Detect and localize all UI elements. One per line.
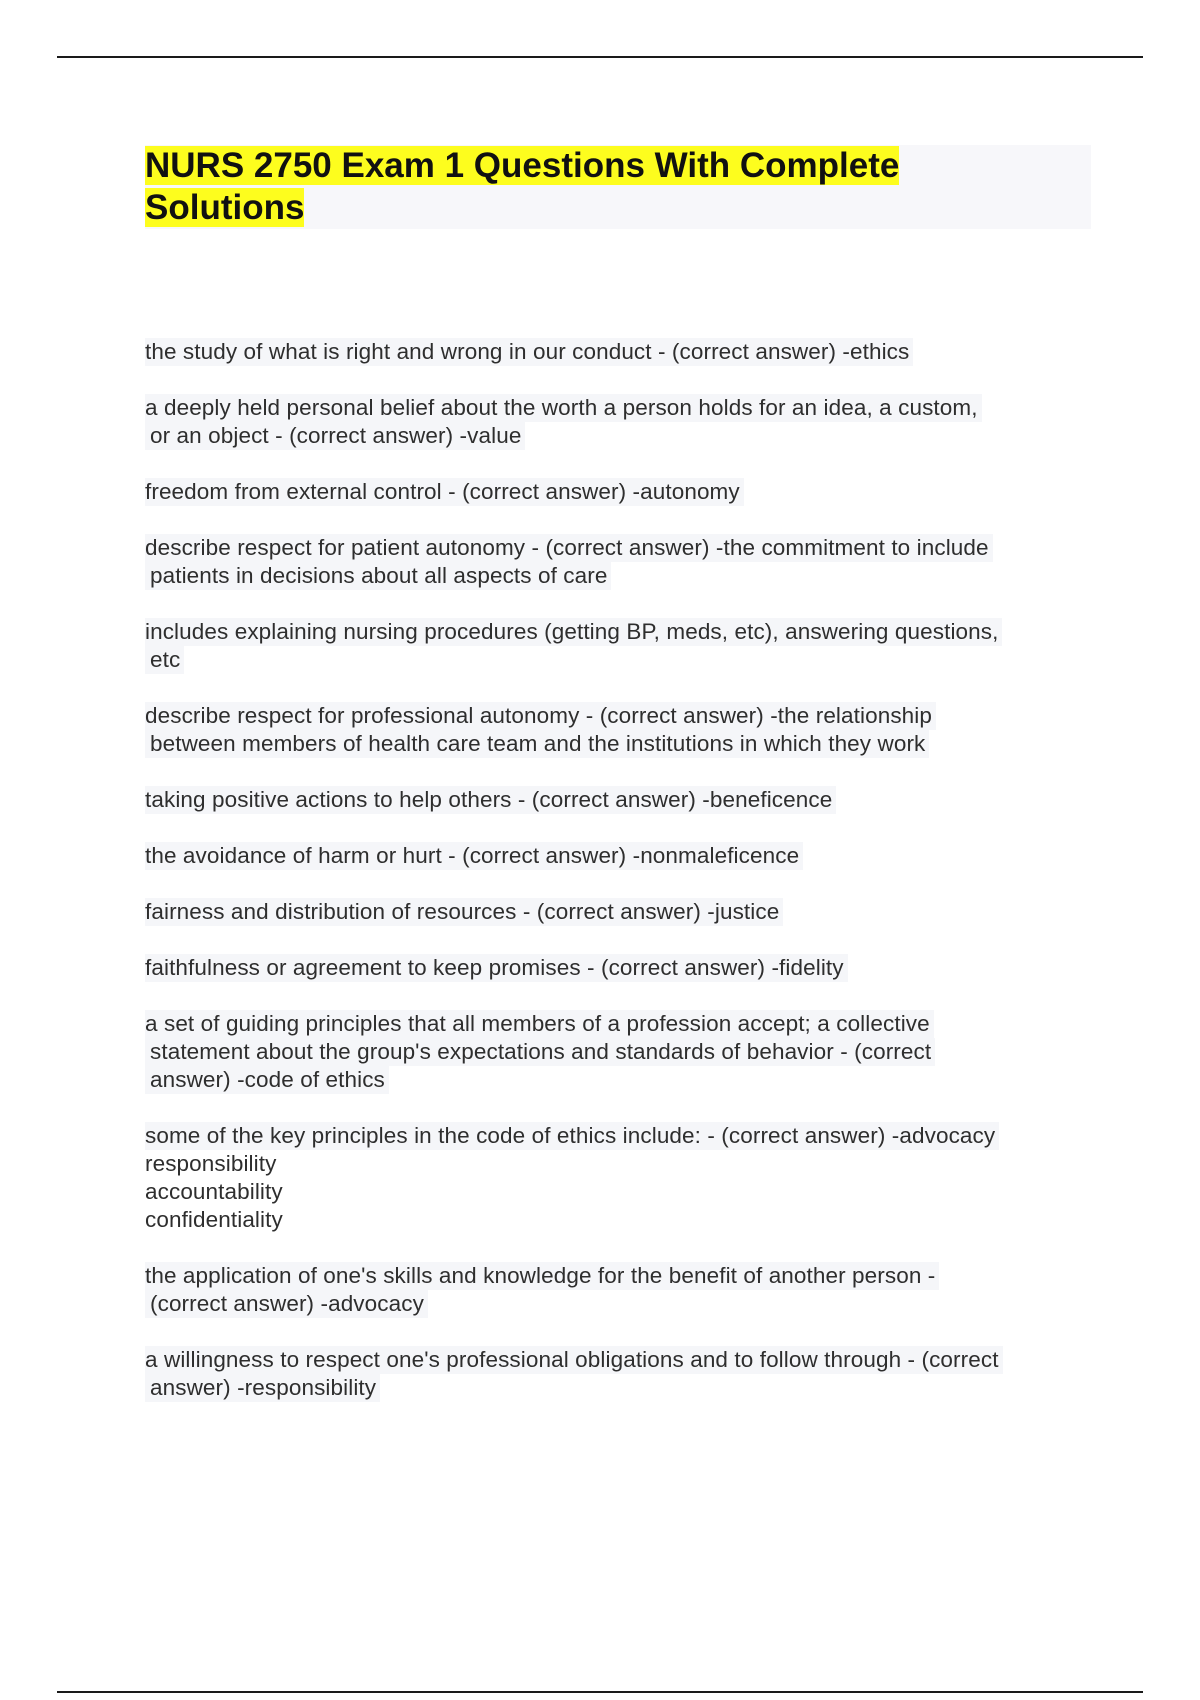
qa-text-line: between members of health care team and the institutions in which they work <box>145 730 929 758</box>
qa-text-line: (correct answer) -advocacy <box>145 1290 428 1318</box>
qa-text-line: a willingness to respect one's professional obligations and to follow through - (correct <box>145 1346 1003 1374</box>
qa-entry <box>145 842 1090 870</box>
qa-text-line: taking positive actions to help others - (correct answer) -beneficence <box>145 786 836 814</box>
qa-text-line: a deeply held personal belief about the worth a person holds for an idea, a custom, <box>145 394 982 422</box>
title-line-1: NURS 2750 Exam 1 Questions With Complete <box>145 146 900 185</box>
footer-rule <box>57 1691 1143 1693</box>
question-answer-list <box>145 338 1090 1430</box>
qa-entry <box>145 702 1090 758</box>
title-line-2: Solutions <box>145 188 305 227</box>
qa-text-line: the application of one's skills and knowledge for the benefit of another person - <box>145 1262 939 1290</box>
qa-text-line: the study of what is right and wrong in our conduct - (correct answer) -ethics <box>145 338 913 366</box>
document-title <box>145 145 965 229</box>
header-rule <box>57 56 1143 58</box>
qa-entry <box>145 954 1090 982</box>
qa-entry <box>145 338 1090 366</box>
qa-text-line: answer) -responsibility <box>145 1374 380 1402</box>
qa-text-line: fairness and distribution of resources - (correct answer) -justice <box>145 898 783 926</box>
qa-text-line: statement about the group's expectations and standards of behavior - (correct <box>145 1038 935 1066</box>
qa-text-line: freedom from external control - (correct answer) -autonomy <box>145 478 744 506</box>
qa-entry <box>145 1346 1090 1402</box>
qa-entry <box>145 786 1090 814</box>
qa-entry <box>145 534 1090 590</box>
qa-text-line: faithfulness or agreement to keep promises - (correct answer) -fidelity <box>145 954 848 982</box>
qa-text-line: describe respect for patient autonomy - (correct answer) -the commitment to include <box>145 534 993 562</box>
qa-text-line: includes explaining nursing procedures (getting BP, meds, etc), answering questions, <box>145 618 1002 646</box>
qa-text-line: describe respect for professional autonomy - (correct answer) -the relationship <box>145 702 936 730</box>
qa-text-line: some of the key principles in the code of ethics include: - (correct answer) -advocacy <box>145 1122 999 1150</box>
qa-entry <box>145 1122 1090 1234</box>
qa-list-line: confidentiality <box>145 1207 283 1232</box>
qa-entry <box>145 1010 1090 1094</box>
qa-entry <box>145 1262 1090 1318</box>
qa-entry <box>145 898 1090 926</box>
qa-entry <box>145 394 1090 450</box>
qa-text-line: or an object - (correct answer) -value <box>145 422 525 450</box>
qa-entry <box>145 618 1090 674</box>
qa-text-line: etc <box>145 646 184 674</box>
qa-text-line: answer) -code of ethics <box>145 1066 389 1094</box>
qa-list-line: accountability <box>145 1179 283 1204</box>
qa-text-line: a set of guiding principles that all members of a profession accept; a collective <box>145 1010 934 1038</box>
qa-text-line: patients in decisions about all aspects of care <box>145 562 611 590</box>
qa-text-line: the avoidance of harm or hurt - (correct answer) -nonmaleficence <box>145 842 803 870</box>
qa-list-line: responsibility <box>145 1151 277 1176</box>
qa-entry <box>145 478 1090 506</box>
